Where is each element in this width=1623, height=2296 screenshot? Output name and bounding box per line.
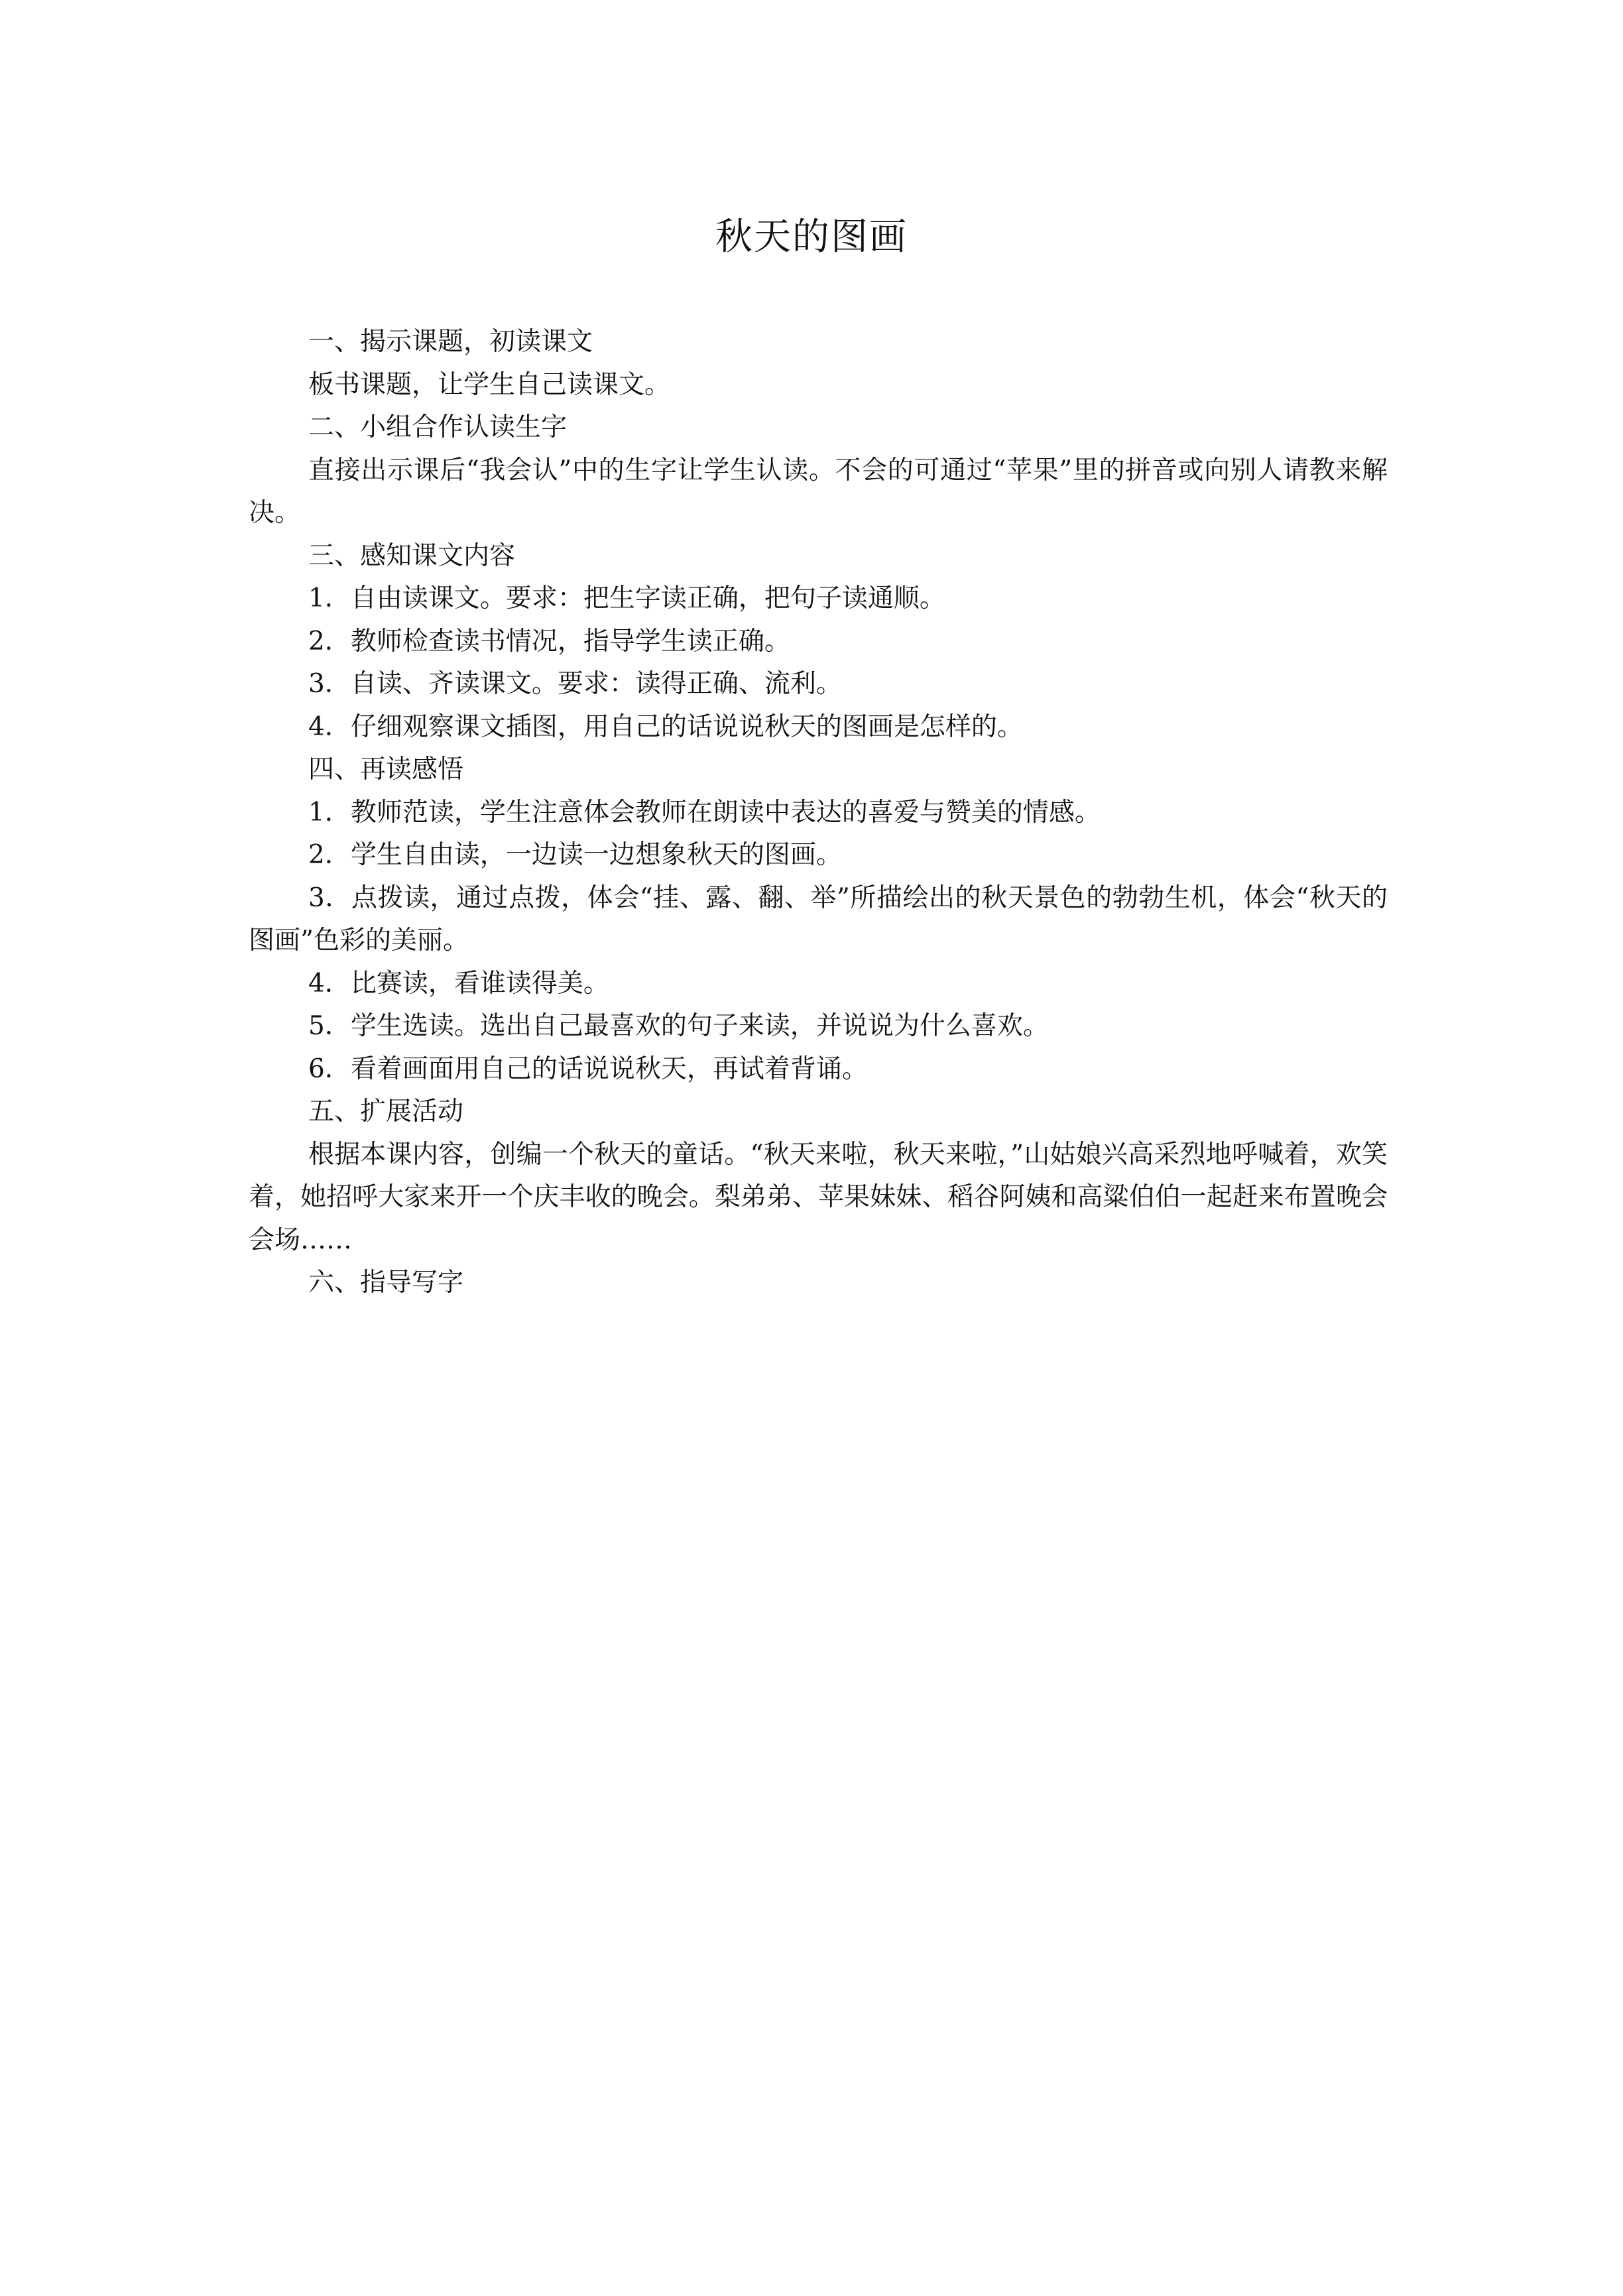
section-heading-3: 三、感知课文内容: [308, 540, 516, 571]
list-item: 4．比赛读，看谁读得美。: [308, 968, 609, 998]
list-item: 5．学生选读。选出自己最喜欢的句子来读，并说说为什么喜欢。: [308, 1011, 1049, 1041]
list-item: 6．看着画面用自己的话说说秋天，再试着背诵。: [308, 1054, 868, 1084]
list-item: 3．自读、齐读课文。要求：读得正确、流利。: [308, 669, 842, 699]
paragraph: 根据本课内容，创编一个秋天的童话。“秋天来啦，秋天来啦，”山姑娘兴高采烈地呼喊着，欢笑着，她招呼大家来开一个庆丰收的晚会。梨弟弟、苹果妹妹、稻谷阿姨和高粱伯伯一起赶来布置晚会会场……: [249, 1139, 1388, 1255]
section-heading-5: 五、扩展活动: [308, 1097, 464, 1126]
paragraph: 板书课题，让学生自己读课文。: [308, 369, 671, 400]
section-heading-2: 二、小组合作认读生字: [308, 412, 568, 442]
document-body: [249, 321, 1388, 1305]
document-title: 秋天的图画: [715, 215, 908, 259]
list-item: 2．教师检查读书情况，指导学生读正确。: [308, 626, 790, 656]
list-item: 1．教师范读，学生注意体会教师在朗读中表达的喜爱与赞美的情感。: [308, 797, 1101, 827]
section-heading-1: 一、揭示课题，初读课文: [308, 327, 593, 357]
paragraph: 直接出示课后“我会认”中的生字让学生认读。不会的可通过“苹果”里的拼音或向别人请教来解决。: [249, 455, 1388, 528]
list-item: 3．点拨读，通过点拨，体会“挂、露、翻、举”所描绘出的秋天景色的勃勃生机，体会“秋天的图画”色彩的美丽。: [249, 882, 1388, 955]
section-heading-6: 六、指导写字: [308, 1268, 464, 1298]
list-item: 4．仔细观察课文插图，用自己的话说说秋天的图画是怎样的。: [308, 711, 1023, 742]
list-item: 1．自由读课文。要求：把生字读正确，把句子读通顺。: [308, 583, 945, 613]
section-heading-4: 四、再读感悟: [308, 755, 464, 784]
list-item: 2．学生自由读，一边读一边想象秋天的图画。: [308, 840, 842, 870]
